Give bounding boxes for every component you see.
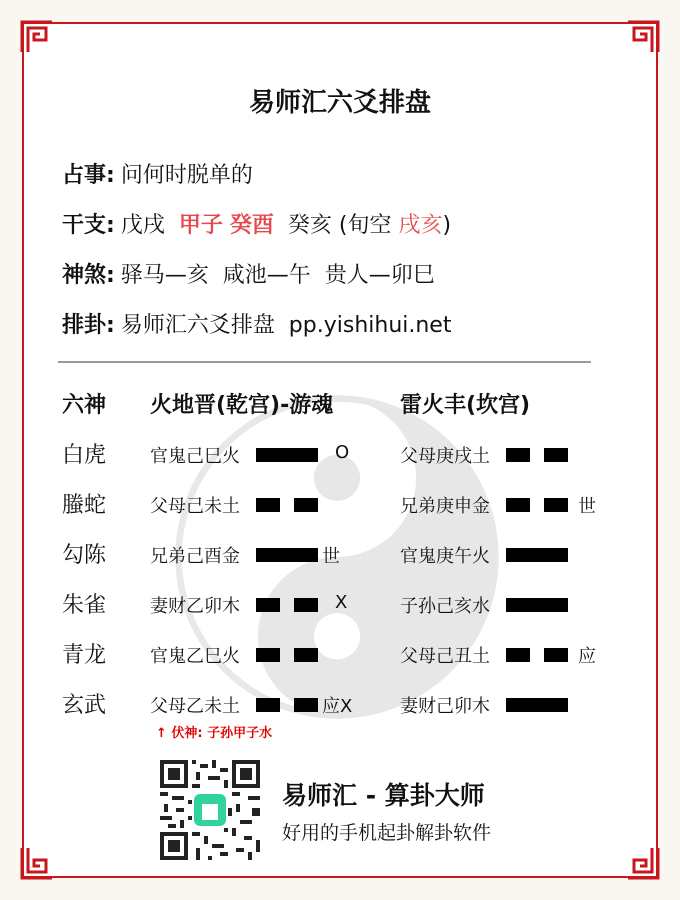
main-yao xyxy=(256,498,318,512)
corner-ornament-top-right xyxy=(626,20,660,54)
app-slogan: 好用的手机起卦解卦软件 xyxy=(282,822,492,844)
main-line-label: 妻财乙卯木 xyxy=(150,596,240,617)
xunkong-value: 戌亥 xyxy=(398,213,443,238)
qr-code-icon[interactable] xyxy=(160,760,260,860)
shensha-label: 神煞: xyxy=(62,263,115,288)
liushen-name: 螣蛇 xyxy=(62,493,107,518)
main-line-label: 父母乙未土 xyxy=(150,696,240,717)
zhanshi-label: 占事: xyxy=(62,163,115,188)
corner-ornament-bottom-left xyxy=(20,846,54,880)
main-line-mark: O xyxy=(335,442,350,463)
liushen-name: 白虎 xyxy=(62,443,107,468)
zhanshi-value: 问何时脱单的 xyxy=(120,163,253,188)
main-line-mark: X xyxy=(335,592,348,613)
ganzhi-year: 戊戌 xyxy=(120,213,165,238)
changed-line-label: 妻财己卯木 xyxy=(400,696,490,717)
liushen-name: 勾陈 xyxy=(62,543,107,568)
header-liushen: 六神 xyxy=(62,393,107,418)
ganzhi-hour: 癸亥 xyxy=(287,213,332,238)
main-line-label: 官鬼己巳火 xyxy=(150,446,240,467)
main-yao xyxy=(256,548,318,562)
divider xyxy=(58,361,591,363)
changed-yao xyxy=(506,648,568,662)
header-main-gua: 火地晋(乾宫)-游魂 xyxy=(150,393,334,418)
main-line-mark: 应X xyxy=(322,696,353,717)
changed-yao xyxy=(506,548,568,562)
main-line-label: 官鬼乙巳火 xyxy=(150,646,240,667)
paigua-label: 排卦: xyxy=(62,313,115,338)
changed-line-label: 父母己丑土 xyxy=(400,646,490,667)
main-line-label: 兄弟己酉金 xyxy=(150,546,240,567)
liushen-name: 朱雀 xyxy=(62,593,107,618)
changed-yao xyxy=(506,498,568,512)
shensha-value: 驿马—亥 咸池—午 贵人—卯巳 xyxy=(120,263,435,288)
ganzhi-label: 干支: xyxy=(62,213,115,238)
xunkong-open: (旬空 xyxy=(338,213,392,238)
liushen-name: 玄武 xyxy=(62,693,107,718)
liushen-name: 青龙 xyxy=(62,643,107,668)
main-line-mark: 世 xyxy=(322,546,340,567)
changed-line-mark: 世 xyxy=(578,496,596,517)
changed-line-label: 官鬼庚午火 xyxy=(400,546,490,567)
changed-line-mark: 应 xyxy=(578,646,596,667)
changed-line-label: 子孙己亥水 xyxy=(400,596,490,617)
corner-ornament-top-left xyxy=(20,20,54,54)
info-shensha xyxy=(62,258,435,289)
info-ganzhi xyxy=(62,208,451,239)
main-yao xyxy=(256,648,318,662)
changed-line-label: 父母庚戌土 xyxy=(400,446,490,467)
main-yao xyxy=(256,598,318,612)
changed-yao xyxy=(506,698,568,712)
main-line-label: 父母己未土 xyxy=(150,496,240,517)
changed-yao xyxy=(506,598,568,612)
paigua-value: 易师汇六爻排盘 pp.yishihui.net xyxy=(120,313,452,338)
main-yao xyxy=(256,448,318,462)
fushen-note: ↑ 伏神: 子孙甲子水 xyxy=(156,726,273,741)
xunkong-close: ) xyxy=(442,213,452,238)
changed-line-label: 兄弟庚申金 xyxy=(400,496,490,517)
corner-ornament-bottom-right xyxy=(626,846,660,880)
changed-yao xyxy=(506,448,568,462)
ganzhi-day: 癸酉 xyxy=(229,213,274,238)
page-title: 易师汇六爻排盘 xyxy=(248,88,431,118)
app-brand-name: 易师汇 - 算卦大师 xyxy=(282,781,485,810)
info-paigua xyxy=(62,308,451,339)
header-changed-gua: 雷火丰(坎宫) xyxy=(400,393,531,418)
ganzhi-month: 甲子 xyxy=(178,213,223,238)
info-zhanshi xyxy=(62,158,253,189)
main-yao xyxy=(256,698,318,712)
